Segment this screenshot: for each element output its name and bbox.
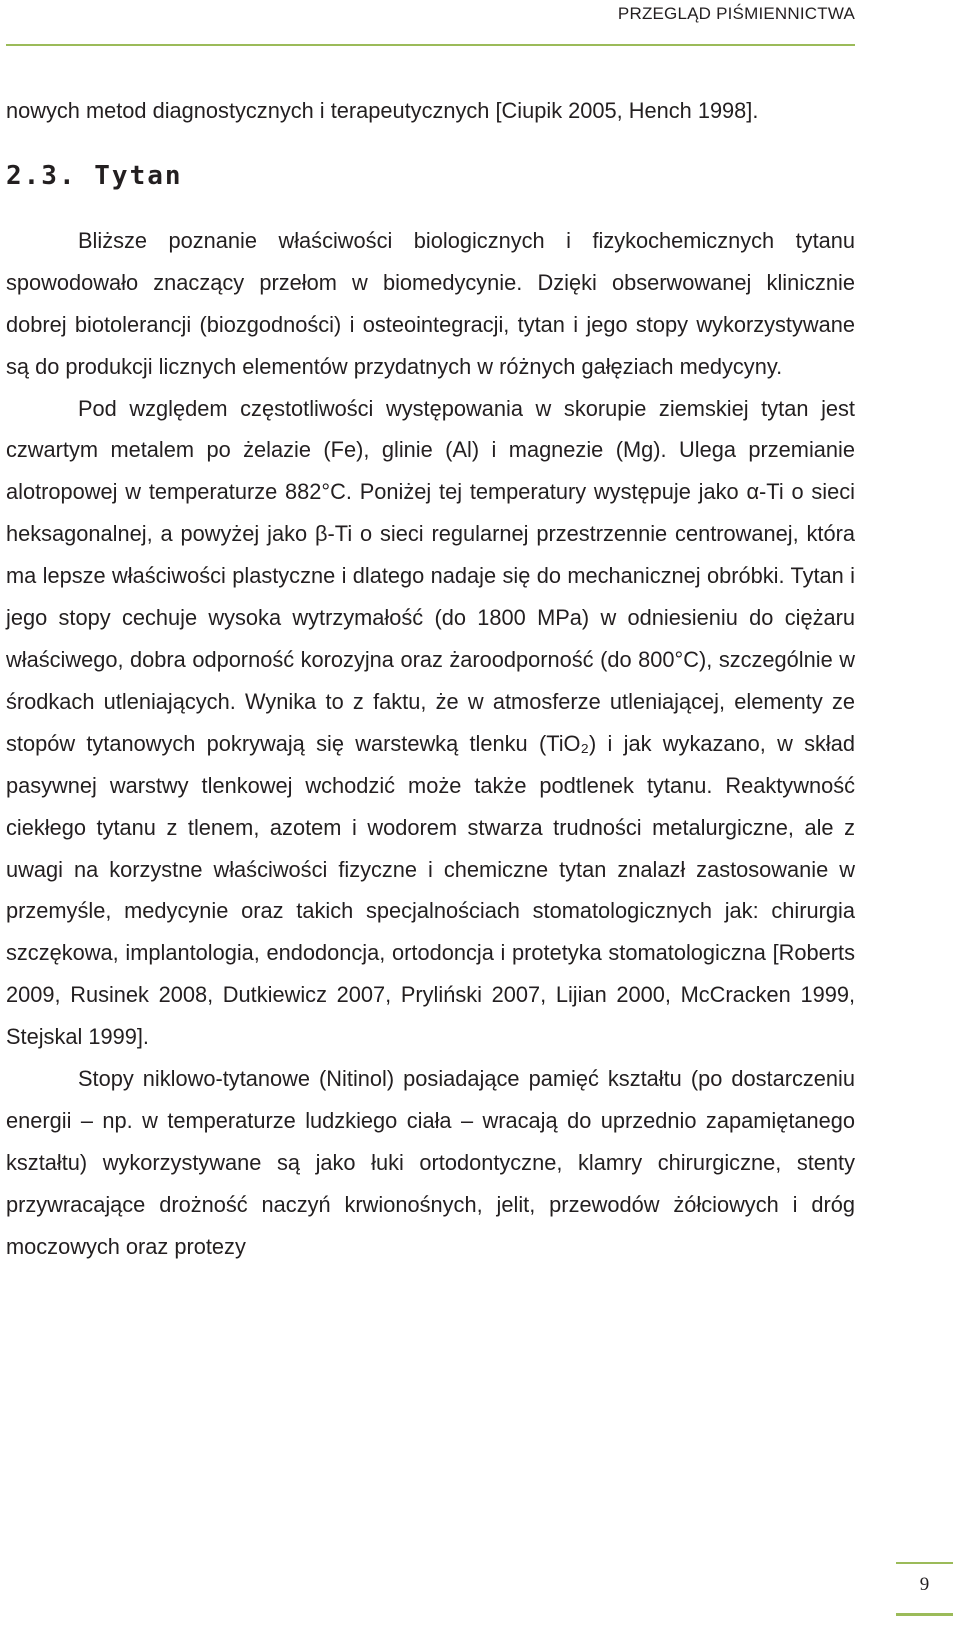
paragraph-properties: Pod względem częstotliwości występowania w skorupie ziemskiej tytan jest czwartym metalem po żelazie (Fe), glinie (Al) i magnezie (Mg). Ulega przemianie alotropowej w temperaturze 882°C. Poniżej tej temperatury występuje jako α-Ti o sieci heksagonalnej, a powyżej jako β-Ti o sieci regularnej przestrzennie centrowanej, która ma lepsze właściwości plastyczne i dlatego nadaje się do mechanicznej obróbki. Tytan i jego stopy cechuje wysoka wytrzymałość (do 1800 MPa) w odniesieniu do ciężaru właściwego, dobra odporność korozyjna oraz żaroodporność (do 800°C), szczególnie w środkach utleniających. Wynika to z faktu, że w atmosferze utleniającej, elementy ze stopów tytanowych pokrywają się warstewką tlenku (TiO₂) i jak wykazano, w skład pasywnej warstwy tlenkowej wchodzić może także podtlenek tytanu. Reaktywność ciekłego tytanu z tlenem, azotem i wodorem stwarza trudności metalurgiczne, ale z uwagi na korzystne właściwości fizyczne i chemiczne tytan znalazł zastosowanie w przemyśle, medycynie oraz takich specjalnościach stomatologicznych jak: chirurgia szczękowa, implantologia, endodoncja, ortodoncja i protetyka stomatologiczna [Roberts 2009, Rusinek 2008, Dutkiewicz 2007, Pryliński 2007, Lijian 2000, McCracken 1999, Stejskal 1999].: [6, 395, 855, 1050]
page-body: [6, 90, 855, 1268]
footer-rule-top: [896, 1562, 953, 1564]
section-heading: 2.3. Tytan: [6, 160, 183, 191]
paragraph-continuation: nowych metod diagnostycznych i terapeutycznych [Ciupik 2005, Hench 1998].: [6, 98, 759, 123]
running-header: PRZEGLĄD PIŚMIENNICTWA: [617, 4, 855, 23]
header-rule: [6, 44, 855, 46]
page-number: 9: [919, 1574, 930, 1595]
footer-rule-bottom: [896, 1613, 953, 1616]
paragraph-nitinol: Stopy niklowo-tytanowe (Nitinol) posiadające pamięć kształtu (po dostarczeniu energii – np. w temperaturze ludzkiego ciała – wracają do uprzednio zapamiętanego kształtu) wykorzystywane są jako łuki ortodontyczne, klamry chirurgiczne, stenty przywracające drożność naczyń krwionośnych, jelit, przewodów żółciowych i dróg moczowych oraz protezy: [6, 1066, 855, 1259]
paragraph-intro: Bliższe poznanie właściwości biologicznych i fizykochemicznych tytanu spowodowało znaczący przełom w biomedycynie. Dzięki obserwowanej klinicznie dobrej biotolerancji (biozgodności) i osteointegracji, tytan i jego stopy wykorzystywane są do produkcji licznych elementów przydatnych w różnych gałęziach medycyny.: [6, 227, 855, 379]
